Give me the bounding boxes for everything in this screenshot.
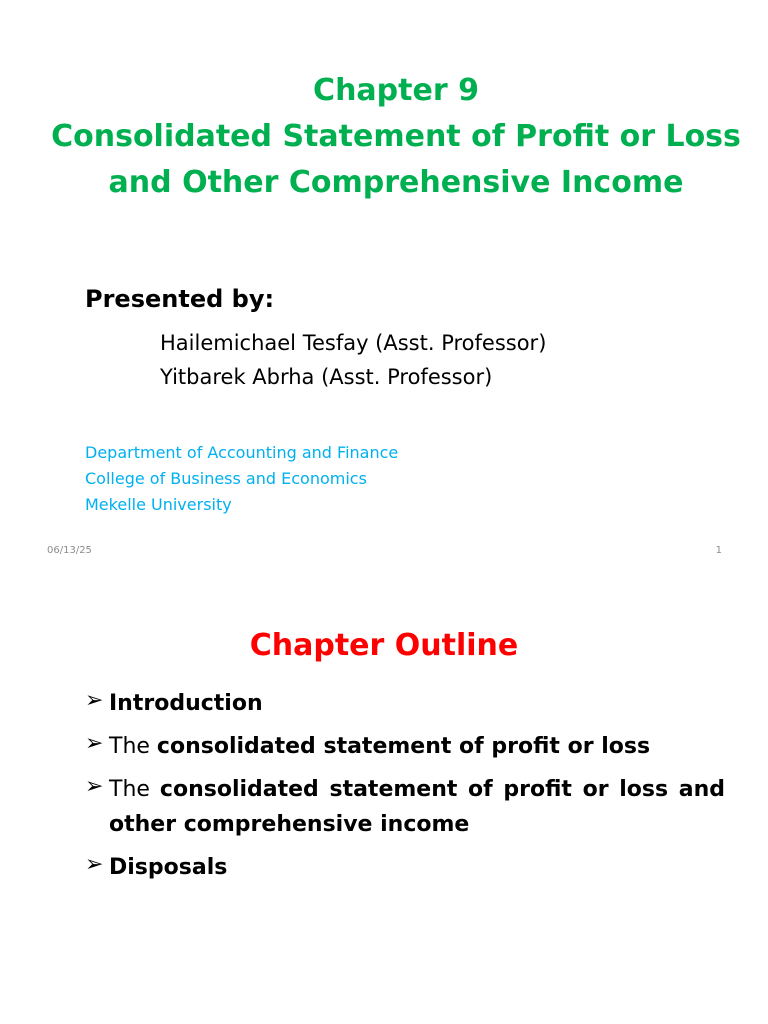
- affiliation-block: [85, 440, 398, 518]
- list-item-bold: Introduction: [109, 691, 263, 716]
- presenters-list: [160, 326, 546, 394]
- university-name: Mekelle University: [85, 495, 232, 514]
- title-line-main: Consolidated Statement of Profit or Loss: [51, 119, 741, 154]
- list-item-text: [109, 850, 725, 885]
- footer-date: 06/13/25: [47, 545, 92, 556]
- list-item-text: [109, 772, 725, 842]
- list-item: [85, 850, 725, 885]
- list-item-bold: consolidated statement of profit or loss and other comprehensive income: [109, 777, 725, 837]
- department-name: Department of Accounting and Finance: [85, 443, 399, 462]
- outline-list: [85, 686, 725, 893]
- presenter-name: Hailemichael Tesfay (Asst. Professor): [160, 331, 547, 355]
- list-item: [85, 686, 725, 721]
- arrowhead-bullet-icon: ➢: [85, 774, 104, 799]
- list-item-text: [109, 686, 725, 721]
- list-item-prefix: The: [109, 734, 157, 759]
- presenter-name: Yitbarek Abrha (Asst. Professor): [160, 365, 493, 389]
- outline-slide: [0, 576, 768, 1024]
- outline-title: Chapter Outline: [249, 628, 519, 663]
- list-item-bold: consolidated statement of profit or loss: [156, 734, 651, 759]
- presented-by-label: Presented by:: [85, 285, 275, 313]
- list-item-text: [109, 729, 725, 764]
- college-name: College of Business and Economics: [85, 469, 367, 488]
- arrowhead-bullet-icon: ➢: [85, 688, 104, 713]
- list-item: [85, 729, 725, 764]
- slide-title: [20, 68, 768, 206]
- arrowhead-bullet-icon: ➢: [85, 731, 104, 756]
- list-item-bold: Disposals: [109, 855, 228, 880]
- title-line-chapter: Chapter 9: [313, 73, 479, 108]
- list-item: [85, 772, 725, 842]
- title-line-sub: and Other Comprehensive Income: [108, 165, 684, 200]
- arrowhead-bullet-icon: ➢: [85, 852, 104, 877]
- list-item-prefix: The: [109, 777, 160, 802]
- slide-number: 1: [715, 545, 722, 556]
